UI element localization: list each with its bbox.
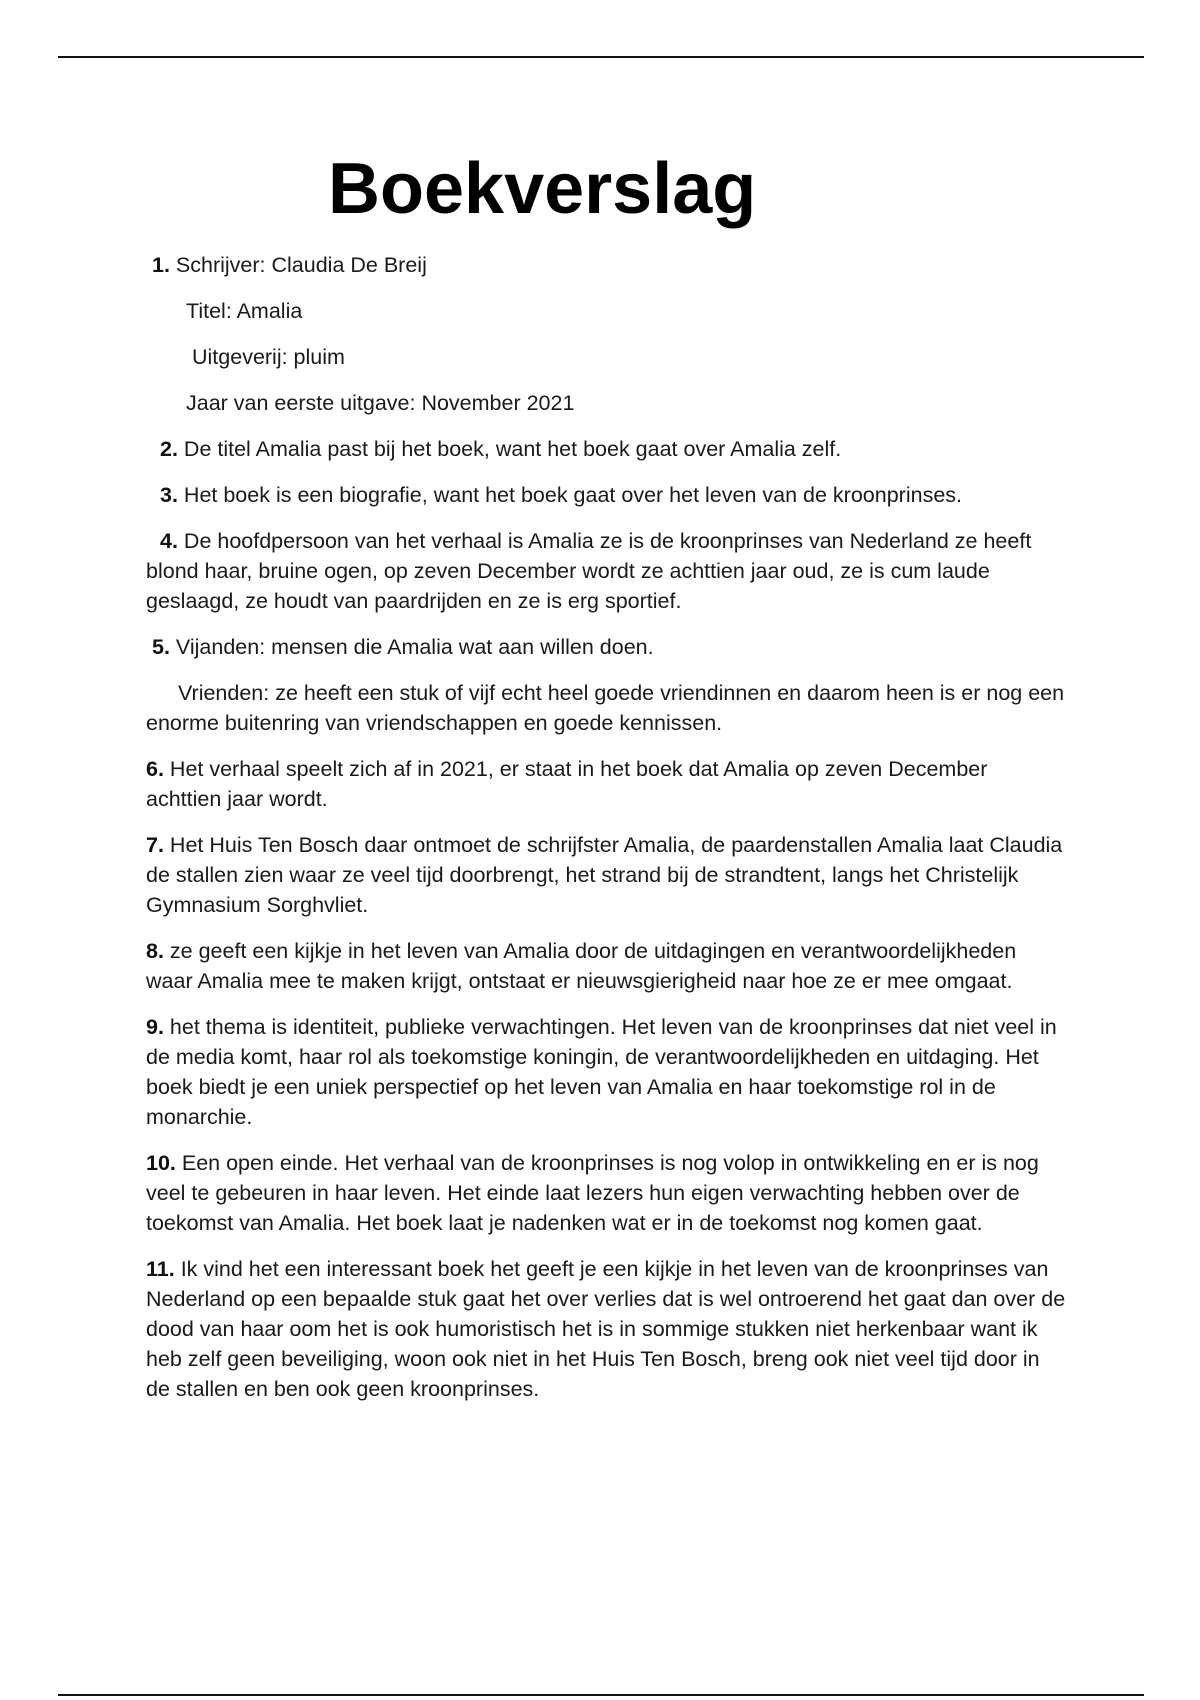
item-text: De hoofdpersoon van het verhaal is Amalia ze is de kroonprinses van Nederland ze heeft blond haar, bruine ogen, op zeven December wordt ze achttien jaar oud, ze is cum laude geslaagd, ze houdt van paardrijden en ze is erg sportief.: [146, 529, 1032, 613]
item-8: [146, 936, 1066, 996]
item-text: Jaar van eerste uitgave: November 2021: [186, 391, 575, 415]
document-title: Boekverslag: [328, 149, 757, 229]
item-1: [146, 250, 1066, 280]
item-1-year: [146, 388, 1066, 418]
item-5: [146, 632, 1066, 662]
item-text: Schrijver: Claudia De Breij: [175, 253, 427, 277]
item-text: Ik vind het een interessant boek het geeft je een kijkje in het leven van de kroonprinses van Nederland op een bepaalde stuk gaat het over verlies dat is wel ontroerend het gaat dan over de dood van haar oom het is ook humoristisch het is in sommige stukken niet herkenbaar want ik heb zelf geen beveiliging, woon ook niet in het Huis Ten Bosch, breng ook niet veel tijd door in de stallen en ben ook geen kroonprinses.: [146, 1257, 1066, 1401]
item-text: Vrienden: ze heeft een stuk of vijf echt heel goede vriendinnen en daarom heen is er nog een enorme buitenring van vriendschappen en goede kennissen.: [146, 681, 1065, 735]
item-4: [146, 526, 1066, 616]
item-10: [146, 1148, 1066, 1238]
item-1-title: [146, 296, 1066, 326]
item-11: [146, 1254, 1066, 1404]
footer-rule: [58, 1694, 1144, 1696]
item-6: [146, 754, 1066, 814]
item-number: 5.: [152, 635, 170, 659]
item-number: 9.: [146, 1015, 164, 1039]
item-text: ze geeft een kijkje in het leven van Amalia door de uitdagingen en verantwoordelijkheden waar Amalia mee te maken krijgt, ontstaat er nieuwsgierigheid naar hoe ze er mee omgaat.: [146, 939, 1017, 993]
item-7: [146, 830, 1066, 920]
item-text: Vijanden: mensen die Amalia wat aan willen doen.: [175, 635, 654, 659]
item-text: Uitgeverij: pluim: [192, 345, 345, 369]
item-text: Het boek is een biografie, want het boek gaat over het leven van de kroonprinses.: [183, 483, 962, 507]
item-text: Een open einde. Het verhaal van de kroonprinses is nog volop in ontwikkeling en er is nog veel te gebeuren in haar leven. Het einde laat lezers hun eigen verwachting hebben over de toekomst van Amalia. Het boek laat je nadenken wat er in de toekomst nog komen gaat.: [146, 1151, 1039, 1235]
item-number: 7.: [146, 833, 164, 857]
item-1-publisher: [146, 342, 1066, 372]
item-9: [146, 1012, 1066, 1132]
item-text: Het verhaal speelt zich af in 2021, er staat in het boek dat Amalia op zeven December achttien jaar wordt.: [146, 757, 988, 811]
item-number: 10.: [146, 1151, 176, 1175]
item-text: Titel: Amalia: [186, 299, 303, 323]
item-number: 2.: [160, 437, 178, 461]
item-text: het thema is identiteit, publieke verwachtingen. Het leven van de kroonprinses dat niet veel in de media komt, haar rol als toekomstige koningin, de verantwoordelijkheden en uitdaging. Het boek biedt je een uniek perspectief op het leven van Amalia en haar toekomstige rol in de monarchie.: [146, 1015, 1057, 1129]
item-number: 1.: [152, 253, 170, 277]
item-text: Het Huis Ten Bosch daar ontmoet de schrijfster Amalia, de paardenstallen Amalia laat Claudia de stallen zien waar ze veel tijd doorbrengt, het strand bij de strandtent, langs het Christelijk Gymnasium Sorghvliet.: [146, 833, 1063, 917]
item-5-friends: [146, 678, 1066, 738]
item-2: [146, 434, 1066, 464]
item-number: 11.: [146, 1257, 175, 1281]
item-3: [146, 480, 1066, 510]
item-number: 3.: [160, 483, 178, 507]
header-rule: [58, 56, 1144, 58]
item-number: 8.: [146, 939, 164, 963]
document-body: [146, 250, 1066, 1420]
item-number: 4.: [160, 529, 178, 553]
item-text: De titel Amalia past bij het boek, want het boek gaat over Amalia zelf.: [183, 437, 842, 461]
item-number: 6.: [146, 757, 164, 781]
